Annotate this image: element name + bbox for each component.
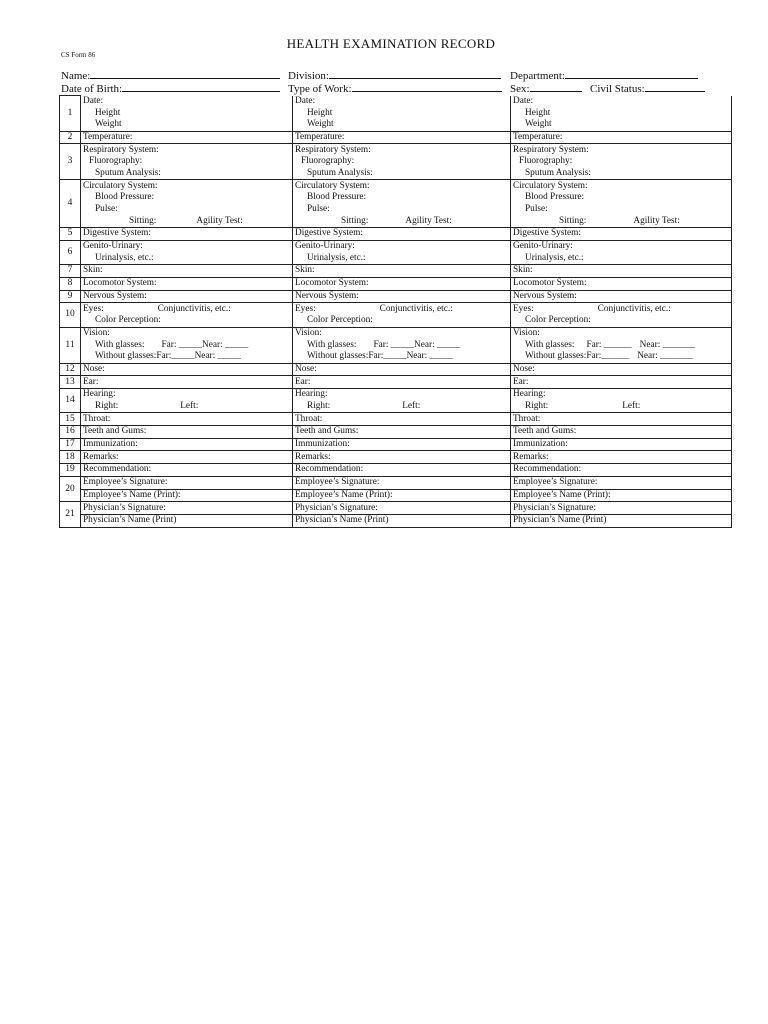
date-cell-3[interactable]: Date: [511, 96, 732, 108]
row-number: 3 [60, 144, 81, 180]
locomotor-cell-1[interactable]: Locomotor System: [81, 277, 293, 290]
with-glasses-label: With glasses: [525, 339, 575, 350]
table-row [60, 290, 732, 303]
locomotor-cell-2[interactable]: Locomotor System: [293, 277, 511, 290]
table-row [60, 351, 732, 363]
right-left-cell-2[interactable] [293, 401, 511, 413]
type-of-work-field[interactable] [288, 81, 502, 96]
nose-cell-3[interactable]: Nose: [511, 363, 732, 376]
urinalysis-cell-1[interactable]: Urinalysis, etc.: [81, 252, 293, 264]
header-row-2 [59, 81, 731, 94]
without-glasses-cell-3[interactable] [511, 351, 732, 363]
temperature-cell-3[interactable]: Temperature: [511, 131, 732, 144]
far-field[interactable]: Far:______ [586, 351, 630, 362]
respiratory-cell-3[interactable]: Respiratory System: [511, 144, 732, 156]
table-row [60, 96, 732, 108]
immunization-cell-3[interactable]: Immunization: [511, 438, 732, 451]
sitting-agility-cell-2[interactable] [293, 215, 511, 227]
division-line[interactable] [329, 68, 501, 79]
nose-cell-2[interactable]: Nose: [293, 363, 511, 376]
table-row [60, 476, 732, 489]
urinalysis-cell-3[interactable]: Urinalysis, etc.: [511, 252, 732, 264]
date-cell-2[interactable]: Date: [293, 96, 511, 108]
skin-cell-2[interactable]: Skin: [293, 265, 511, 278]
color-perception-cell-1[interactable]: Color Perception: [81, 315, 293, 327]
remarks-cell-2[interactable]: Remarks: [293, 451, 511, 464]
conjunctivitis-label: Conjunctivitis, etc.: [157, 303, 231, 314]
far-field[interactable]: Far:_____ [368, 351, 407, 362]
table-row [60, 204, 732, 216]
table-row [60, 131, 732, 144]
remarks-cell-3[interactable]: Remarks: [511, 451, 732, 464]
vision-cell-3[interactable]: Vision: [511, 327, 732, 339]
table-row [60, 228, 732, 241]
left-ear-label: Left: [402, 401, 421, 412]
sitting-label: Sitting: [559, 215, 587, 226]
row-number: 9 [60, 290, 81, 303]
temperature-cell-1[interactable]: Temperature: [81, 131, 293, 144]
remarks-cell-1[interactable]: Remarks: [81, 451, 293, 464]
type-of-work-line[interactable] [352, 81, 502, 92]
table-row [60, 107, 732, 119]
table-row [60, 413, 732, 426]
table-row [60, 240, 732, 252]
hearing-cell-1[interactable]: Hearing: [81, 389, 293, 401]
nose-cell-1[interactable]: Nose: [81, 363, 293, 376]
hearing-cell-3[interactable]: Hearing: [511, 389, 732, 401]
without-glasses-label: Without glasses: [95, 351, 157, 362]
color-perception-cell-3[interactable]: Color Perception: [511, 315, 732, 327]
far-field[interactable]: Far: _____ [161, 339, 203, 350]
employee-signature-cell-1[interactable]: Employee’s Signature: [81, 476, 293, 489]
table-row [60, 119, 732, 131]
skin-cell-1[interactable]: Skin: [81, 265, 293, 278]
teeth-cell-2[interactable]: Teeth and Gums: [293, 426, 511, 439]
far-field[interactable]: Far:_____ [156, 351, 195, 362]
pulse-cell-3[interactable]: Pulse: [511, 204, 732, 216]
height-cell-3[interactable]: Height [511, 107, 732, 119]
color-perception-cell-2[interactable]: Color Perception: [293, 315, 511, 327]
locomotor-cell-3[interactable]: Locomotor System: [511, 277, 732, 290]
circulatory-cell-1[interactable]: Circulatory System: [81, 180, 293, 192]
sputum-cell-3[interactable]: Sputum Analysis: [511, 168, 732, 180]
sitting-label: Sitting: [129, 215, 157, 226]
row-number: 6 [60, 240, 81, 264]
genito-cell-1[interactable]: Genito-Urinary: [81, 240, 293, 252]
circulatory-cell-2[interactable]: Circulatory System: [293, 180, 511, 192]
employee-name-cell-3[interactable]: Employee’s Name (Print): [511, 489, 732, 502]
hearing-cell-2[interactable]: Hearing: [293, 389, 511, 401]
fluorography-cell-1[interactable]: Fluorography: [81, 156, 293, 168]
near-field[interactable]: Near: _____ [414, 339, 461, 350]
ear-cell-1[interactable]: Ear: [81, 376, 293, 389]
employee-name-cell-2[interactable]: Employee’s Name (Print): [293, 489, 511, 502]
agility-label: Agility Test: [405, 215, 452, 226]
dob-label: Date of Birth: [61, 83, 123, 95]
table-row [60, 426, 732, 439]
circulatory-cell-3[interactable]: Circulatory System: [511, 180, 732, 192]
sex-line[interactable] [530, 81, 582, 92]
division-label: Division: [288, 70, 329, 82]
row-number: 1 [60, 96, 81, 132]
immunization-cell-2[interactable]: Immunization: [293, 438, 511, 451]
table-row [60, 438, 732, 451]
row-number: 13 [60, 376, 81, 389]
without-glasses-label: Without glasses: [525, 351, 587, 362]
name-line[interactable] [90, 68, 280, 79]
row-number: 5 [60, 228, 81, 241]
nervous-cell-3[interactable]: Nervous System: [511, 290, 732, 303]
table-row [60, 514, 732, 527]
eyes-cell-3[interactable] [511, 303, 732, 315]
date-cell-1[interactable]: Date: [81, 96, 293, 108]
table-row [60, 192, 732, 204]
type-of-work-label: Type of Work: [288, 83, 352, 95]
without-glasses-cell-1[interactable] [81, 351, 293, 363]
weight-cell-3[interactable]: Weight [511, 119, 732, 131]
far-field[interactable]: Far: ______ [586, 339, 632, 350]
agility-label: Agility Test: [633, 215, 680, 226]
conjunctivitis-label: Conjunctivitis, etc.: [597, 303, 671, 314]
with-glasses-label: With glasses: [307, 339, 357, 350]
row-number: 4 [60, 180, 81, 228]
throat-cell-2[interactable]: Throat: [293, 413, 511, 426]
employee-signature-cell-3[interactable]: Employee’s Signature: [511, 476, 732, 489]
without-glasses-label: Without glasses: [307, 351, 369, 362]
row-number: 7 [60, 265, 81, 278]
physician-name-cell-3[interactable]: Physician’s Name (Print) [511, 514, 732, 527]
civil-status-field[interactable] [590, 81, 705, 96]
row-number: 10 [60, 303, 81, 327]
vision-cell-2[interactable]: Vision: [293, 327, 511, 339]
nervous-cell-1[interactable]: Nervous System: [81, 290, 293, 303]
table-row [60, 401, 732, 413]
ear-cell-3[interactable]: Ear: [511, 376, 732, 389]
blood-pressure-cell-1[interactable]: Blood Pressure: [81, 192, 293, 204]
pulse-cell-2[interactable]: Pulse: [293, 204, 511, 216]
near-field[interactable]: Near: _____ [194, 351, 241, 362]
table-row [60, 265, 732, 278]
physician-name-cell-2[interactable]: Physician’s Name (Print) [293, 514, 511, 527]
nervous-cell-2[interactable]: Nervous System: [293, 290, 511, 303]
far-field[interactable]: Far: _____ [373, 339, 415, 350]
name-label: Name: [61, 70, 91, 82]
digestive-cell-1[interactable]: Digestive System: [81, 228, 293, 241]
table-row [60, 502, 732, 515]
recommendation-cell-2[interactable]: Recommendation: [293, 464, 511, 477]
weight-cell-1[interactable]: Weight [81, 119, 293, 131]
table-row [60, 451, 732, 464]
throat-cell-1[interactable]: Throat: [81, 413, 293, 426]
table-row [60, 215, 732, 227]
teeth-cell-1[interactable]: Teeth and Gums: [81, 426, 293, 439]
form-number: CS Form 86 [61, 51, 96, 59]
row-number: 12 [60, 363, 81, 376]
temperature-cell-2[interactable]: Temperature: [293, 131, 511, 144]
sputum-cell-2[interactable]: Sputum Analysis: [293, 168, 511, 180]
pulse-cell-1[interactable]: Pulse: [81, 204, 293, 216]
urinalysis-cell-2[interactable]: Urinalysis, etc.: [293, 252, 511, 264]
agility-label: Agility Test: [196, 215, 243, 226]
header-row-1 [59, 68, 731, 81]
throat-cell-3[interactable]: Throat: [511, 413, 732, 426]
sitting-agility-cell-3[interactable] [511, 215, 732, 227]
respiratory-cell-2[interactable]: Respiratory System: [293, 144, 511, 156]
table-row [60, 277, 732, 290]
recommendation-cell-1[interactable]: Recommendation: [81, 464, 293, 477]
digestive-cell-3[interactable]: Digestive System: [511, 228, 732, 241]
near-field[interactable]: Near: _____ [202, 339, 249, 350]
genito-cell-3[interactable]: Genito-Urinary: [511, 240, 732, 252]
physician-signature-cell-1[interactable]: Physician’s Signature: [81, 502, 293, 515]
sex-field[interactable] [510, 81, 582, 96]
row-number: 15 [60, 413, 81, 426]
left-ear-label: Left: [622, 401, 641, 412]
department-label: Department: [510, 70, 565, 82]
near-field[interactable]: Near: _______ [639, 339, 696, 350]
eyes-cell-1[interactable] [81, 303, 293, 315]
fluorography-cell-2[interactable]: Fluorography: [293, 156, 511, 168]
row-number: 19 [60, 464, 81, 477]
fluorography-cell-3[interactable]: Fluorography: [511, 156, 732, 168]
eyes-cell-2[interactable] [293, 303, 511, 315]
sex-label: Sex: [510, 83, 530, 95]
sitting-label: Sitting: [341, 215, 369, 226]
with-glasses-cell-1[interactable] [81, 339, 293, 351]
weight-cell-2[interactable]: Weight [293, 119, 511, 131]
table-row [60, 327, 732, 339]
row-number: 18 [60, 451, 81, 464]
examination-table [59, 95, 732, 528]
teeth-cell-3[interactable]: Teeth and Gums: [511, 426, 732, 439]
eyes-label: Eyes: [295, 303, 316, 314]
physician-name-cell-1[interactable]: Physician’s Name (Print) [81, 514, 293, 527]
table-row [60, 156, 732, 168]
table-row [60, 168, 732, 180]
table-row [60, 489, 732, 502]
blood-pressure-cell-3[interactable]: Blood Pressure: [511, 192, 732, 204]
with-glasses-cell-3[interactable] [511, 339, 732, 351]
civil-status-line[interactable] [645, 81, 705, 92]
table-row [60, 180, 732, 192]
table-row [60, 303, 732, 315]
table-row [60, 376, 732, 389]
form-title: HEALTH EXAMINATION RECORD [286, 36, 496, 51]
table-row [60, 464, 732, 477]
left-ear-label: Left: [180, 401, 199, 412]
table-row [60, 252, 732, 264]
row-number: 20 [60, 476, 81, 501]
conjunctivitis-label: Conjunctivitis, etc.: [379, 303, 453, 314]
eyes-label: Eyes: [83, 303, 104, 314]
height-cell-2[interactable]: Height [293, 107, 511, 119]
height-cell-1[interactable]: Height [81, 107, 293, 119]
blood-pressure-cell-2[interactable]: Blood Pressure: [293, 192, 511, 204]
right-left-cell-1[interactable] [81, 401, 293, 413]
row-number: 16 [60, 426, 81, 439]
department-line[interactable] [565, 68, 698, 79]
eyes-label: Eyes: [513, 303, 534, 314]
row-number: 17 [60, 438, 81, 451]
physician-signature-cell-2[interactable]: Physician’s Signature: [293, 502, 511, 515]
row-number: 2 [60, 131, 81, 144]
row-number: 21 [60, 502, 81, 527]
without-glasses-cell-2[interactable] [293, 351, 511, 363]
digestive-cell-2[interactable]: Digestive System: [293, 228, 511, 241]
physician-signature-cell-3[interactable]: Physician’s Signature: [511, 502, 732, 515]
civil-status-label: Civil Status: [590, 83, 645, 95]
near-field[interactable]: Near: _______ [637, 351, 693, 362]
near-field[interactable]: Near: _____ [406, 351, 453, 362]
respiratory-cell-1[interactable]: Respiratory System: [81, 144, 293, 156]
dob-field[interactable] [61, 81, 280, 96]
sputum-cell-1[interactable]: Sputum Analysis: [81, 168, 293, 180]
ear-cell-2[interactable]: Ear: [293, 376, 511, 389]
right-ear-label: Right: [95, 401, 119, 412]
dob-line[interactable] [122, 81, 280, 92]
recommendation-cell-3[interactable]: Recommendation: [511, 464, 732, 477]
row-number: 14 [60, 389, 81, 413]
skin-cell-3[interactable]: Skin: [511, 265, 732, 278]
immunization-cell-1[interactable]: Immunization: [81, 438, 293, 451]
right-left-cell-3[interactable] [511, 401, 732, 413]
employee-name-cell-1[interactable]: Employee’s Name (Print): [81, 489, 293, 502]
with-glasses-cell-2[interactable] [293, 339, 511, 351]
employee-signature-cell-2[interactable]: Employee’s Signature: [293, 476, 511, 489]
table-row [60, 315, 732, 327]
right-ear-label: Right: [307, 401, 331, 412]
table-row [60, 339, 732, 351]
vision-cell-1[interactable]: Vision: [81, 327, 293, 339]
row-number: 8 [60, 277, 81, 290]
table-row [60, 363, 732, 376]
right-ear-label: Right: [525, 401, 549, 412]
row-number: 11 [60, 327, 81, 363]
genito-cell-2[interactable]: Genito-Urinary: [293, 240, 511, 252]
sitting-agility-cell-1[interactable] [81, 215, 293, 227]
with-glasses-label: With glasses: [95, 339, 145, 350]
table-row [60, 144, 732, 156]
table-row [60, 389, 732, 401]
